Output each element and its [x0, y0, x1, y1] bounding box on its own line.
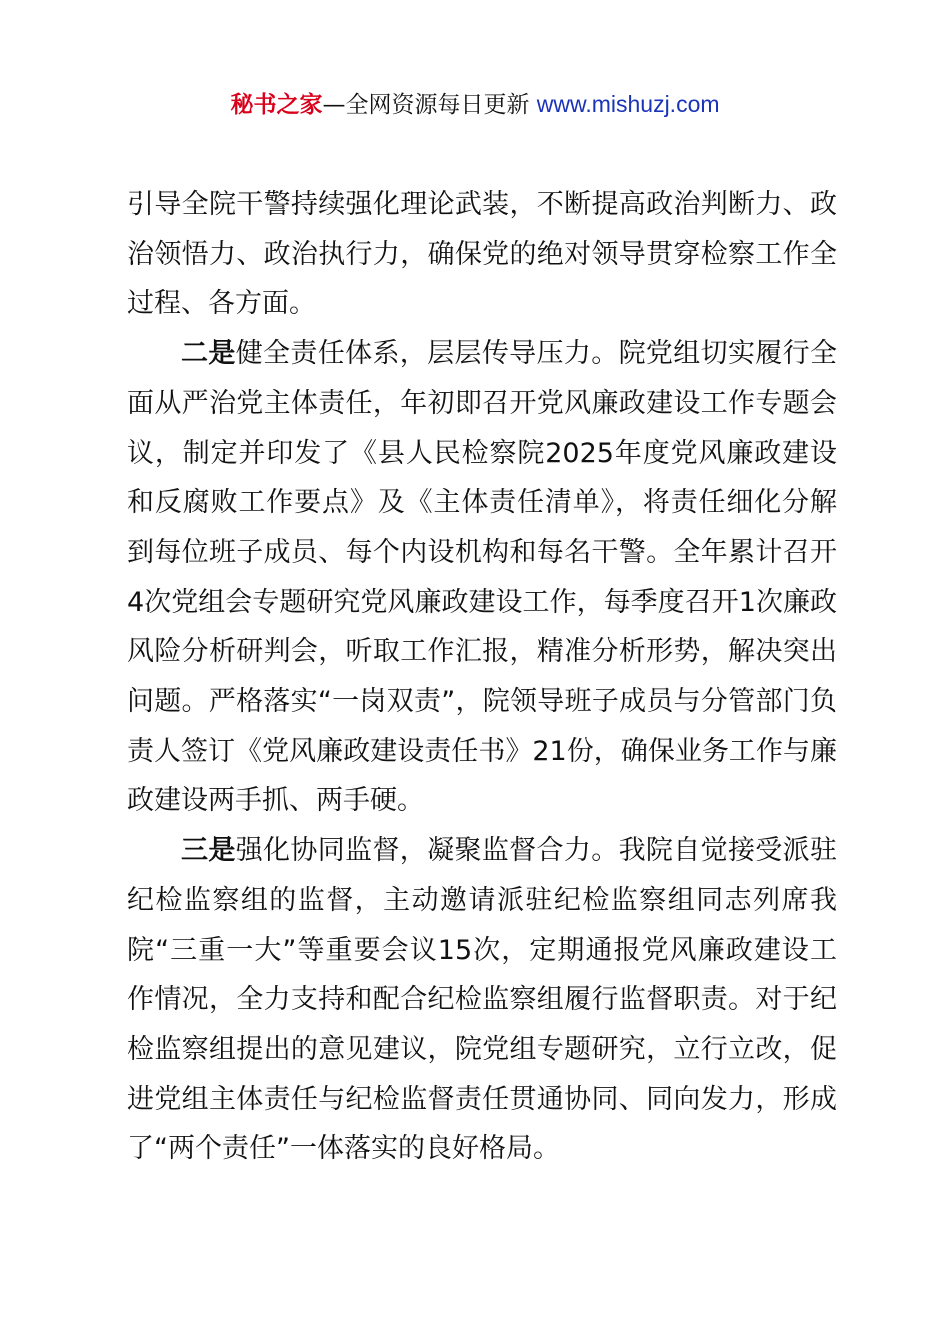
document-body [127, 180, 837, 1174]
paragraph-item-three [127, 826, 837, 1174]
paragraph-text: 强化协同监督，凝聚监督合力。我院自觉接受派驻纪检监察组的监督，主动邀请派驻纪检监察组同志列席我院“三重一大”等重要会议15次，定期通报党风廉政建设工作情况，全力支持和配合纪检监察组履行监督职责。对于纪检监察组提出的意见建议，院党组专题研究，立行立改，促进党组主体责任与纪检监督责任贯通协同、同向发力，形成了“两个责任”一体落实的良好格局。 [127, 835, 838, 1165]
header-slogan: —全网资源每日更新 [322, 92, 530, 118]
website-link[interactable]: www.mishuzj.com [536, 91, 720, 117]
paragraph-text: 引导全院干警持续强化理论武装，不断提高政治判断力、政治领悟力、政治执行力，确保党的绝对领导贯穿检察工作全过程、各方面。 [127, 189, 837, 320]
paragraph-text: 健全责任体系，层层传导压力。院党组切实履行全面从严治党主体责任，年初即召开党风廉政建设工作专题会议，制定并印发了《县人民检察院2025年度党风廉政建设和反腐败工作要点》及《主体责任清单》，将责任细化分解到每位班子成员、每个内设机构和每名干警。全年累计召开4次党组会专题研究党风廉政建设工作，每季度召开1次廉政风险分析研判会，听取工作汇报，精准分析形势，解决突出问题。严格落实“一岗双责”，院领导班子成员与分管部门负责人签订《党风廉政建设责任书》21份，确保业务工作与廉政建设两手抓、两手硬。 [127, 338, 838, 817]
paragraph-item-two [127, 329, 837, 826]
paragraph-lead: 三是 [181, 835, 236, 867]
paragraph-lead: 二是 [181, 338, 236, 370]
page-header [0, 88, 950, 121]
paragraph-continuation [127, 180, 837, 329]
brand-name: 秘书之家 [230, 92, 323, 118]
